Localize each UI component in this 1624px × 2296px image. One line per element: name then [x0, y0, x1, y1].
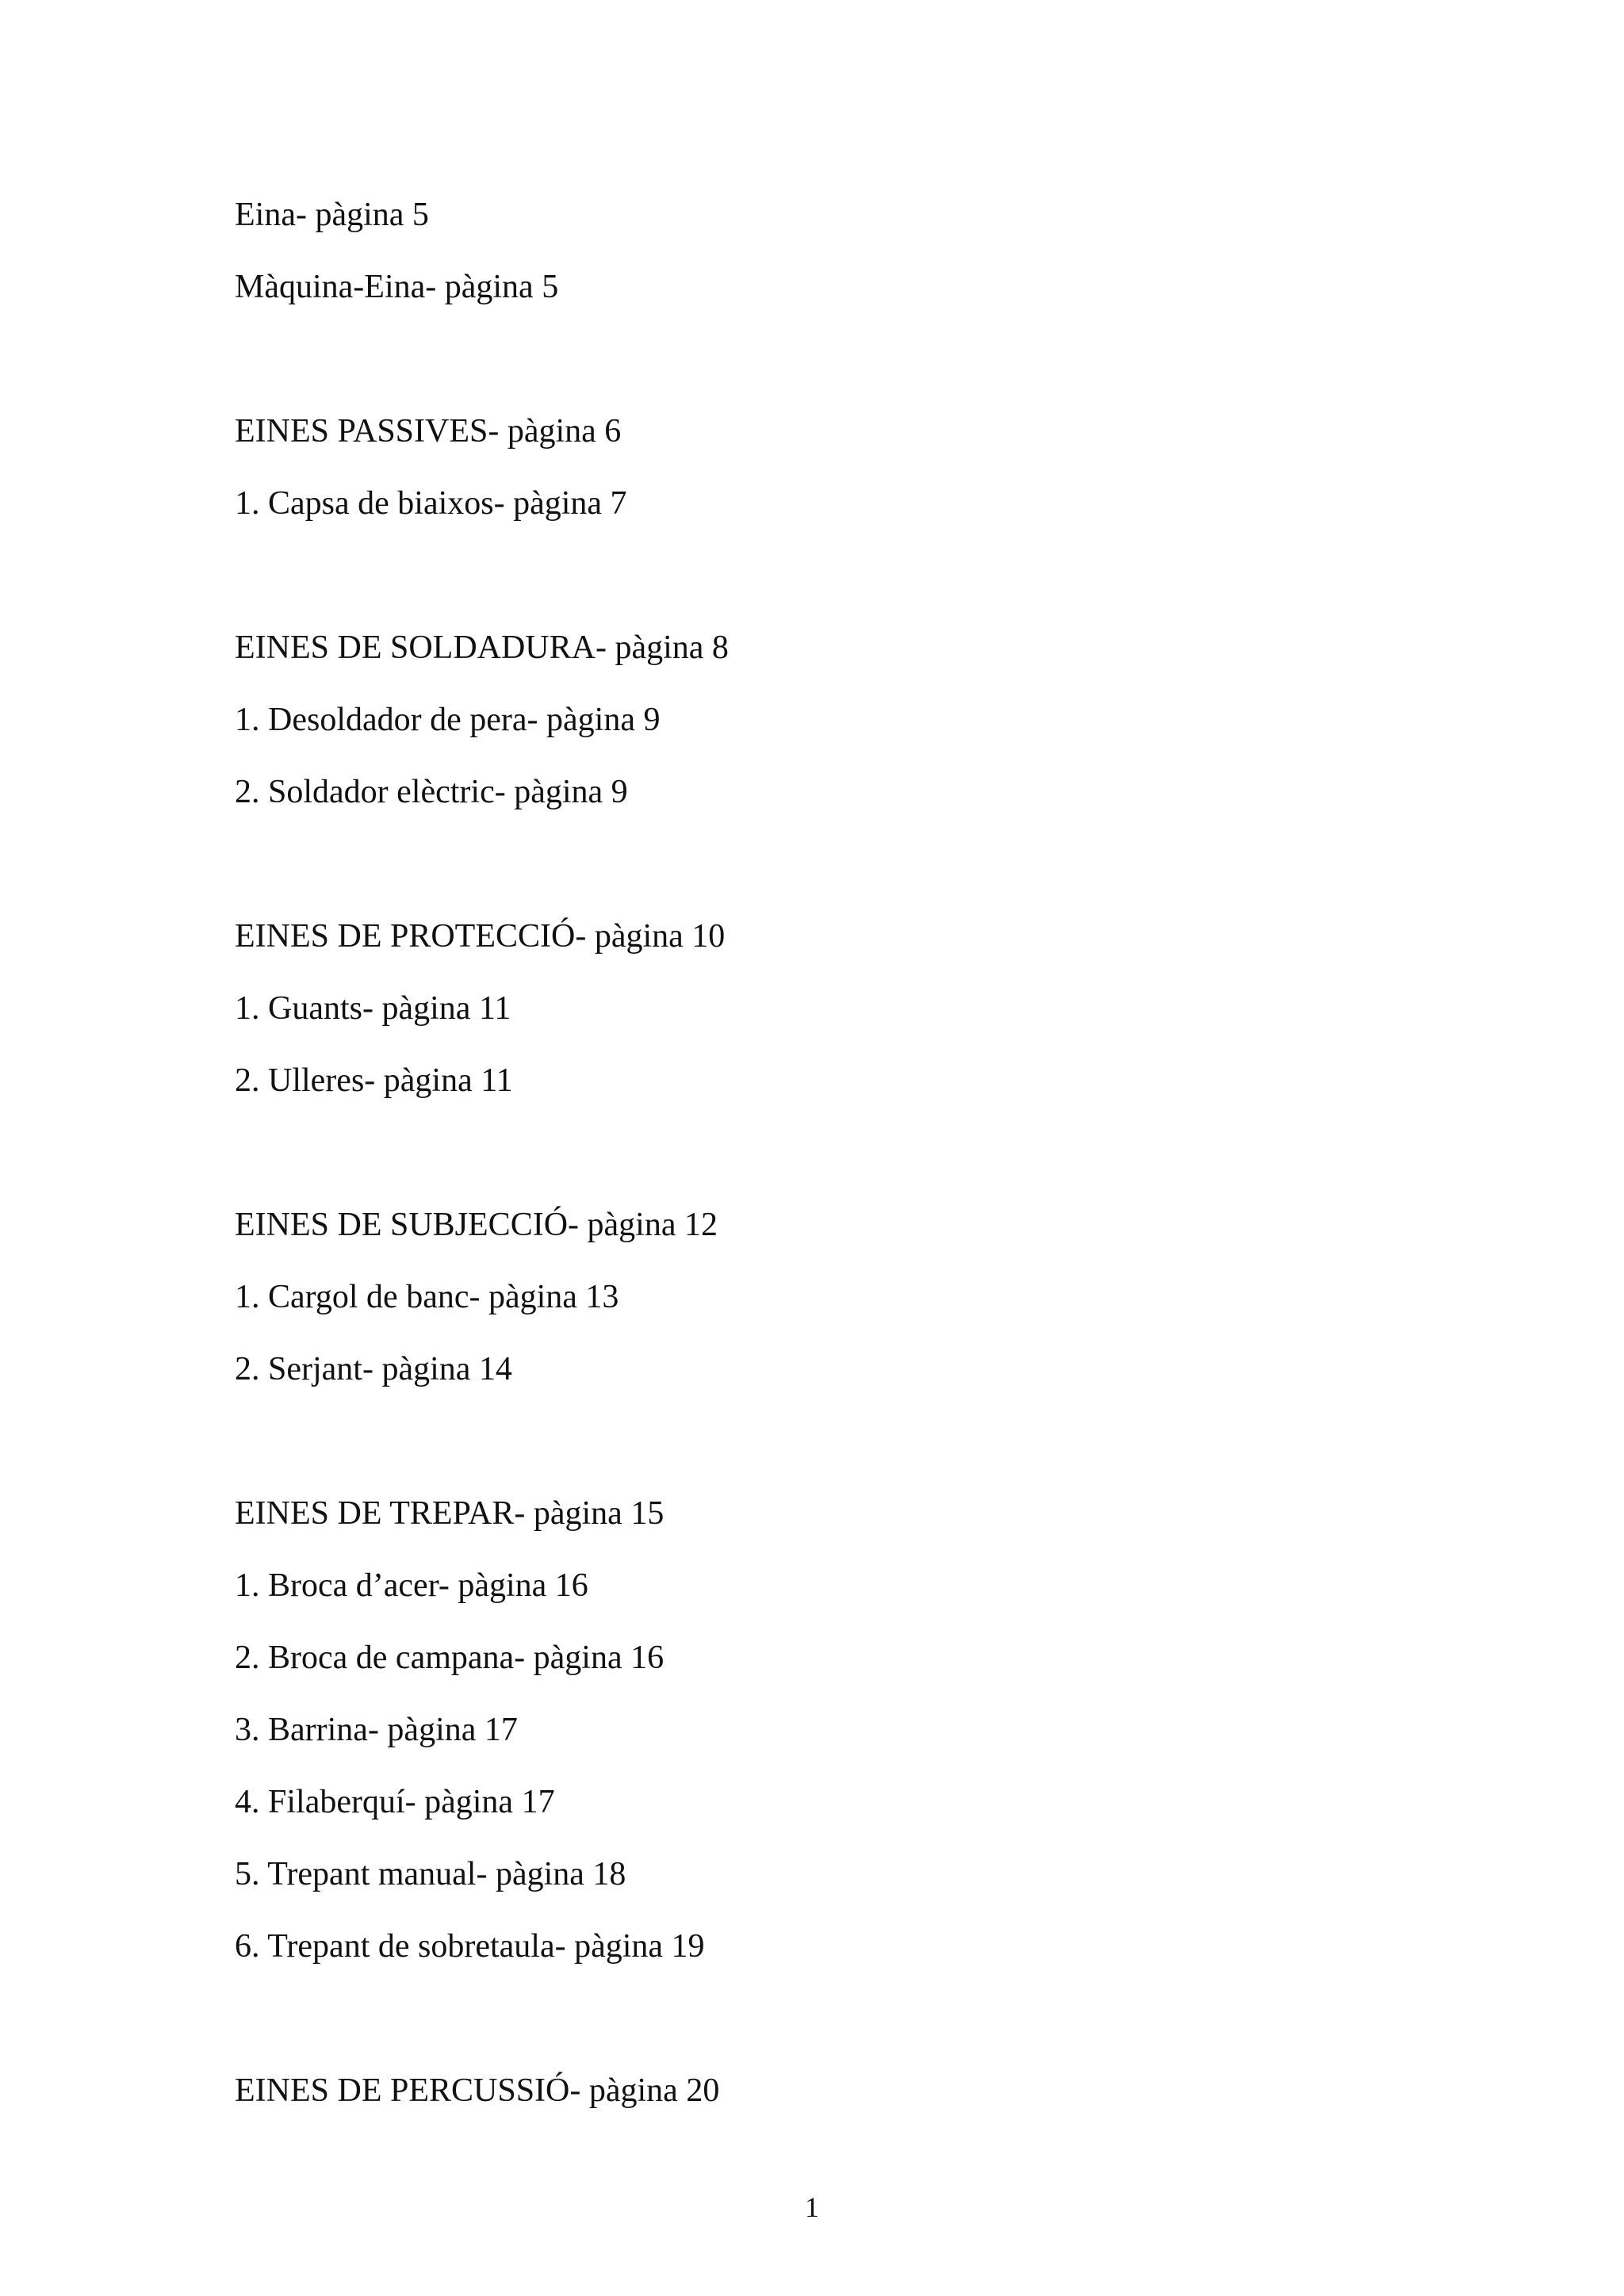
toc-entry-capsa-de-biaixos: 1. Capsa de biaixos- pàgina 7 [235, 485, 627, 522]
toc-entry-trepant-de-sobretaula: 6. Trepant de sobretaula- pàgina 19 [235, 1928, 705, 1965]
toc-entry-guants: 1. Guants- pàgina 11 [235, 990, 511, 1027]
toc-entry-maquina-eina: Màquina-Eina- pàgina 5 [235, 269, 559, 305]
toc-entry-serjant: 2. Serjant- pàgina 14 [235, 1351, 512, 1387]
toc-heading-eines-de-soldadura: EINES DE SOLDADURA- pàgina 8 [235, 629, 729, 666]
toc-entry-soldador-electric: 2. Soldador elèctric- pàgina 9 [235, 774, 628, 810]
toc-entry-broca-d-acer: 1. Broca d’acer- pàgina 16 [235, 1567, 588, 1604]
toc-entry-eina: Eina- pàgina 5 [235, 197, 429, 233]
toc-entry-desoldador-de-pera: 1. Desoldador de pera- pàgina 9 [235, 702, 661, 738]
toc-heading-eines-de-proteccio: EINES DE PROTECCIÓ- pàgina 10 [235, 918, 726, 955]
toc-heading-eines-de-percussio: EINES DE PERCUSSIÓ- pàgina 20 [235, 2072, 720, 2109]
toc-heading-eines-passives: EINES PASSIVES- pàgina 6 [235, 413, 622, 450]
toc-entry-broca-de-campana: 2. Broca de campana- pàgina 16 [235, 1640, 665, 1676]
page-number: 1 [805, 2191, 819, 2223]
toc-heading-eines-de-trepar: EINES DE TREPAR- pàgina 15 [235, 1495, 665, 1532]
toc-entry-ulleres: 2. Ulleres- pàgina 11 [235, 1062, 513, 1099]
toc-entry-cargol-de-banc: 1. Cargol de banc- pàgina 13 [235, 1279, 619, 1315]
toc-heading-eines-de-subjeccio: EINES DE SUBJECCIÓ- pàgina 12 [235, 1207, 718, 1243]
toc-entry-trepant-manual: 5. Trepant manual- pàgina 18 [235, 1856, 626, 1892]
toc-entry-barrina: 3. Barrina- pàgina 17 [235, 1712, 518, 1748]
toc-entry-filaberqui: 4. Filaberquí- pàgina 17 [235, 1784, 555, 1820]
